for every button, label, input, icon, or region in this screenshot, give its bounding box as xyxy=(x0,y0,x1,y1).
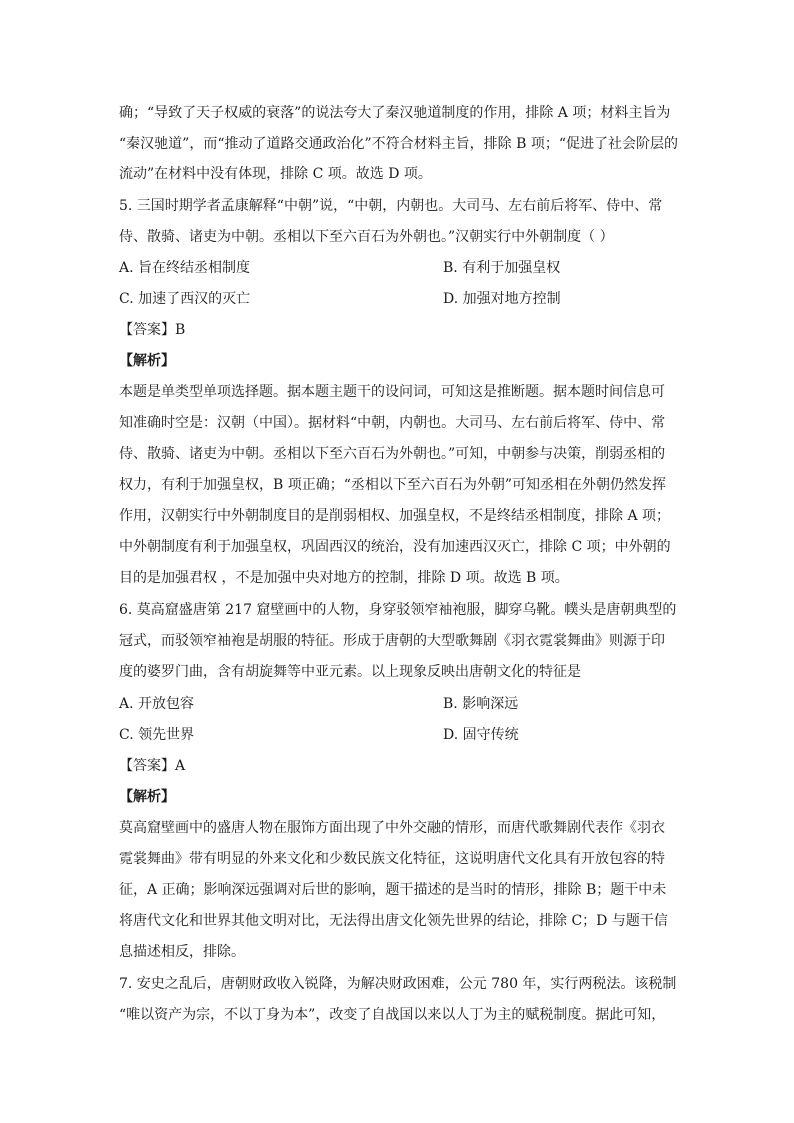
question-5-analysis-line: 目的是加强君权 ，不是加强中央对地方的控制，排除 D 项。故选 B 项。 xyxy=(119,570,569,586)
question-5-option-b: B. 有利于加强皇权 xyxy=(443,260,561,276)
prev-explanation-line: 确；“导致了天子权威的衰落”的说法夸大了秦汉驰道制度的作用，排除 A 项；材料主旨为 xyxy=(119,105,671,121)
question-6-option-d: D. 固守传统 xyxy=(443,727,519,743)
question-5-analysis-line: 侍、散骑、诸吏为中朝。丞相以下至六百石为外朝也。”可知，中朝参与决策，削弱丞相的 xyxy=(119,446,666,462)
question-7-stem: 7. 安史之乱后，唐朝财政收入锐降，为解决财政困难，公元 780 年，实行两税法。该税制 xyxy=(119,976,677,992)
question-6-option-b: B. 影响深远 xyxy=(443,696,519,712)
question-5-analysis-line: 作用，汉朝实行中外朝制度目的是削弱相权、加强皇权，不是终结丞相制度，排除 A 项； xyxy=(119,508,671,524)
question-5-answer: 【答案】B xyxy=(119,322,186,338)
question-5-stem: 侍、散骑、诸吏为中朝。丞相以下至六百石为外朝也。”汉朝实行中外朝制度（ ） xyxy=(119,229,614,245)
question-6-analysis-label: 【解析】 xyxy=(119,789,175,805)
question-5-analysis-line: 权力，有利于加强皇权，B 项正确；“丞相以下至六百石为外朝”可知丞相在外朝仍然发挥 xyxy=(119,477,667,493)
question-6-option-c: C. 领先世界 xyxy=(119,727,195,743)
question-6-stem: 6. 莫高窟盛唐第 217 窟壁画中的人物，身穿驳领窄袖袍服，脚穿乌靴。幞头是唐朝典型的 xyxy=(119,602,677,618)
question-6-analysis-line: 征，A 正确；影响深远强调对后世的影响，题干描述的是当时的情形，排除 B；题干中未 xyxy=(119,882,667,898)
question-5-analysis-line: 知准确时空是：汉朝（中国）。据材料“中朝，内朝也。大司马、左右前后将军、侍中、常 xyxy=(119,415,666,431)
question-7-stem: “唯以资产为宗，不以丁身为本”，改变了自战国以来以人丁为主的赋税制度。据此可知， xyxy=(119,1007,666,1023)
question-5-analysis-label: 【解析】 xyxy=(119,353,175,369)
question-6-analysis-line: 莫高窟壁画中的盛唐人物在服饰方面出现了中外交融的情形，而唐代歌舞剧代表作《羽衣 xyxy=(119,820,665,836)
question-6-answer: 【答案】A xyxy=(119,758,186,774)
question-6-stem: 冠式，而驳领窄袖袍是胡服的特征。形成于唐朝的大型歌舞剧《羽衣霓裳舞曲》则源于印 xyxy=(119,633,665,649)
question-6-analysis-line: 息描述相反，排除。 xyxy=(119,944,245,960)
question-6-stem: 度的婆罗门曲，含有胡旋舞等中亚元素。以上现象反映出唐朝文化的特征是 xyxy=(119,664,581,680)
question-5-stem: 5. 三国时期学者孟康解释“中朝”说，“中朝，内朝也。大司马、左右前后将军、侍中、常 xyxy=(119,198,663,214)
question-5-option-d: D. 加强对地方控制 xyxy=(443,291,561,307)
question-5-analysis-line: 本题是单类型单项选择题。据本题主题干的设问词，可知这是推断题。据本题时间信息可 xyxy=(119,384,665,400)
prev-explanation-line: “秦汉驰道”，而“推动了道路交通政治化”不符合材料主旨，排除 B 项；“促进了社会阶层的 xyxy=(119,136,678,152)
prev-explanation-line: 流动”在材料中没有体现，排除 C 项。故选 D 项。 xyxy=(119,166,432,182)
question-6-option-a: A. 开放包容 xyxy=(119,696,195,712)
question-5-analysis-line: 中外朝制度有利于加强皇权，巩固西汉的统治，没有加速西汉灭亡，排除 C 项；中外朝的 xyxy=(119,539,671,555)
question-6-analysis-line: 霓裳舞曲》带有明显的外来文化和少数民族文化特征，这说明唐代文化具有开放包容的特 xyxy=(119,851,665,867)
question-5-option-c: C. 加速了西汉的灭亡 xyxy=(119,291,251,307)
question-6-analysis-line: 将唐代文化和世界其他文明对比，无法得出唐文化领先世界的结论，排除 C；D 与题干信 xyxy=(119,913,668,929)
question-5-option-a: A. 旨在终结丞相制度 xyxy=(119,260,251,276)
